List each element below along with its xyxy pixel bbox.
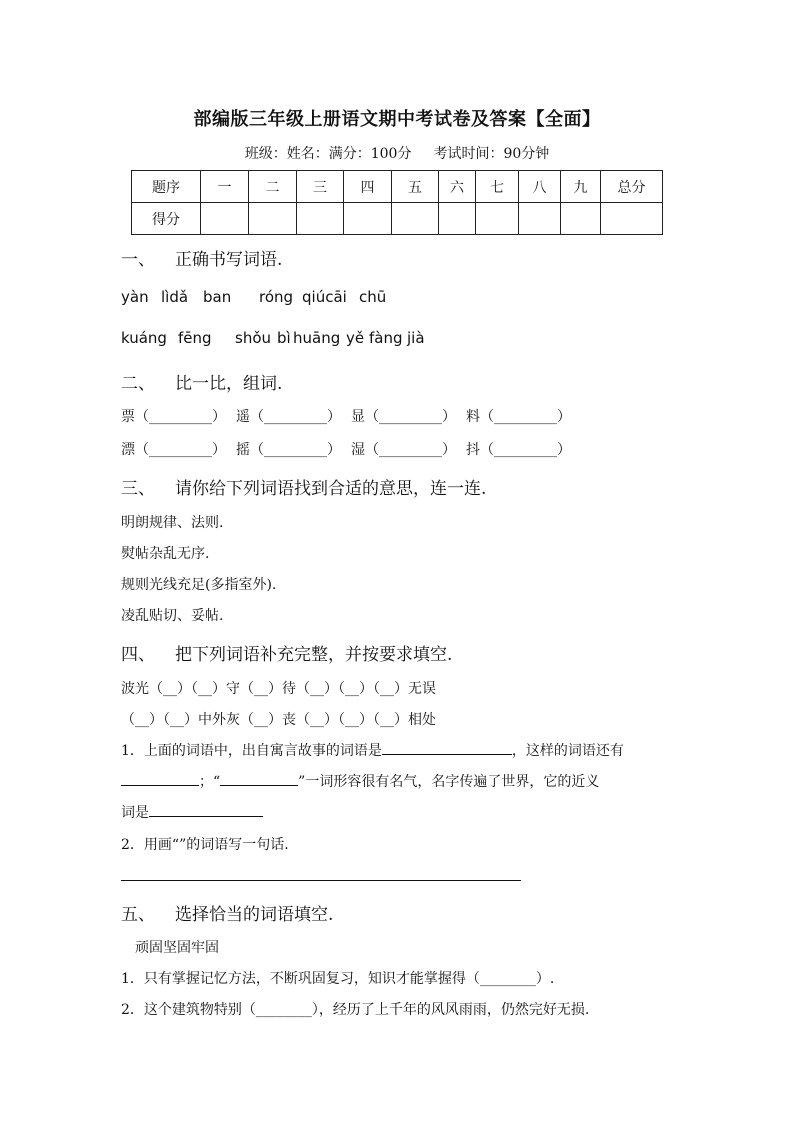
exam-info-time: 考试时间：90分钟: [433, 146, 550, 162]
question-text: 词是: [121, 805, 149, 821]
question-text: ”一词形容很有名气，名字传遍了世界，它的近义: [298, 774, 600, 790]
word-group-item[interactable]: 摇（_________）: [236, 442, 341, 458]
question-text: ，这样的词语还有: [511, 743, 624, 759]
section-number: 四、: [121, 645, 155, 665]
question-text: 1．上面的词语中，出自寓言故事的词语是: [121, 743, 382, 759]
score-cell[interactable]: [249, 203, 297, 235]
section-3-heading: [121, 474, 486, 499]
header-cell: 题序: [132, 171, 201, 203]
section-number: 二、: [121, 374, 155, 394]
score-table-score-row: [132, 203, 663, 235]
pinyin-word: fàng: [369, 329, 403, 347]
pinyin-word: ban: [203, 288, 232, 306]
header-cell: 总分: [601, 171, 663, 203]
pinyin-word: kuáng: [121, 329, 167, 347]
section-number: 五、: [121, 905, 155, 925]
pinyin-row-1: [121, 288, 386, 306]
pinyin-word: chū: [359, 288, 387, 306]
pinyin-word: huāng: [293, 329, 341, 347]
question-4-1-line-3: [121, 802, 263, 822]
section-title: 比一比，组词.: [175, 374, 283, 394]
pinyin-word: yàn: [121, 288, 149, 306]
header-cell: 二: [249, 171, 297, 203]
idiom-row-1[interactable]: 波光（__）（__）守（__）待（__）（__）（__）无误: [121, 681, 436, 697]
answer-blank[interactable]: [382, 740, 512, 755]
header-cell: 三: [297, 171, 344, 203]
pinyin-word: róng: [259, 288, 294, 306]
row-label: 得分: [132, 203, 201, 235]
word-choices: 顽固坚固牢固: [135, 940, 219, 956]
page-title: 部编版三年级上册语文期中考试卷及答案【全面】: [193, 109, 601, 130]
question-text: ；“: [199, 774, 221, 790]
score-cell[interactable]: [476, 203, 519, 235]
matching-item: 熨帖杂乱无序.: [121, 546, 210, 562]
section-2-heading: [121, 369, 282, 394]
score-cell[interactable]: [561, 203, 601, 235]
word-group-row-1: [121, 406, 581, 426]
answer-blank[interactable]: [149, 802, 263, 817]
score-cell[interactable]: [201, 203, 249, 235]
word-group-item[interactable]: 漂（_________）: [121, 442, 226, 458]
score-cell[interactable]: [439, 203, 476, 235]
question-5-1[interactable]: 1．只有掌握记忆方法，不断巩固复习，知识才能掌握得（________）.: [121, 971, 555, 987]
header-cell: 六: [439, 171, 476, 203]
score-cell[interactable]: [601, 203, 663, 235]
header-cell: 五: [392, 171, 439, 203]
question-4-1-line-1: [121, 740, 624, 760]
header-cell: 四: [344, 171, 392, 203]
pinyin-word: yě: [346, 329, 365, 347]
word-group-item[interactable]: 显（_________）: [351, 409, 456, 425]
section-5-heading: [121, 900, 333, 925]
section-title: 正确书写词语.: [175, 250, 283, 270]
score-cell[interactable]: [392, 203, 439, 235]
matching-item: 规则光线充足(多指室外).: [121, 577, 277, 593]
exam-info: [0, 143, 794, 163]
score-cell[interactable]: [297, 203, 344, 235]
word-group-row-2: [121, 439, 581, 459]
matching-item: 明朗规律、法则.: [121, 515, 224, 531]
score-table: [131, 170, 663, 235]
question-4-1-line-2: [121, 771, 599, 791]
pinyin-word: shǒu: [235, 329, 272, 347]
question-5-2[interactable]: 2．这个建筑物特别（________），经历了上千年的风风雨雨，仍然完好无损.: [121, 1002, 590, 1018]
header-cell: 一: [201, 171, 249, 203]
word-group-item[interactable]: 票（_________）: [121, 409, 226, 425]
answer-blank[interactable]: [121, 771, 199, 786]
matching-item: 凌乱贴切、妥帖.: [121, 608, 224, 624]
idiom-row-2[interactable]: （__）（__）中外灰（__）丧（__）（__）（__）相处: [121, 712, 436, 728]
header-cell: 九: [561, 171, 601, 203]
section-title: 把下列词语补充完整，并按要求填空.: [175, 645, 453, 665]
header-cell: 七: [476, 171, 519, 203]
score-cell[interactable]: [344, 203, 392, 235]
section-1-heading: [121, 245, 282, 270]
question-4-2: 2．用画“”的词语写一句话.: [121, 837, 289, 853]
score-cell[interactable]: [519, 203, 561, 235]
pinyin-row-2: [121, 329, 425, 347]
section-number: 三、: [121, 479, 155, 499]
pinyin-word: lìdǎ: [161, 288, 189, 306]
pinyin-word: qiúcāi: [302, 288, 347, 306]
section-4-heading: [121, 640, 452, 665]
word-group-item[interactable]: 料（_________）: [466, 409, 571, 425]
pinyin-word: fēng: [178, 329, 212, 347]
word-group-item[interactable]: 遥（_________）: [236, 409, 341, 425]
word-group-item[interactable]: 抖（_________）: [466, 442, 571, 458]
section-title: 请你给下列词语找到合适的意思，连一连.: [175, 479, 487, 499]
word-group-item[interactable]: 湿（_________）: [351, 442, 456, 458]
pinyin-word: jià: [407, 329, 425, 347]
section-number: 一、: [121, 250, 155, 270]
section-title: 选择恰当的词语填空.: [175, 905, 334, 925]
score-table-header-row: [132, 171, 663, 203]
sentence-answer-line[interactable]: [121, 880, 521, 881]
header-cell: 八: [519, 171, 561, 203]
exam-info-class-name-score: 班级：姓名：满分：100分: [244, 146, 412, 162]
answer-blank[interactable]: [220, 771, 298, 786]
pinyin-word: bì: [277, 329, 291, 347]
